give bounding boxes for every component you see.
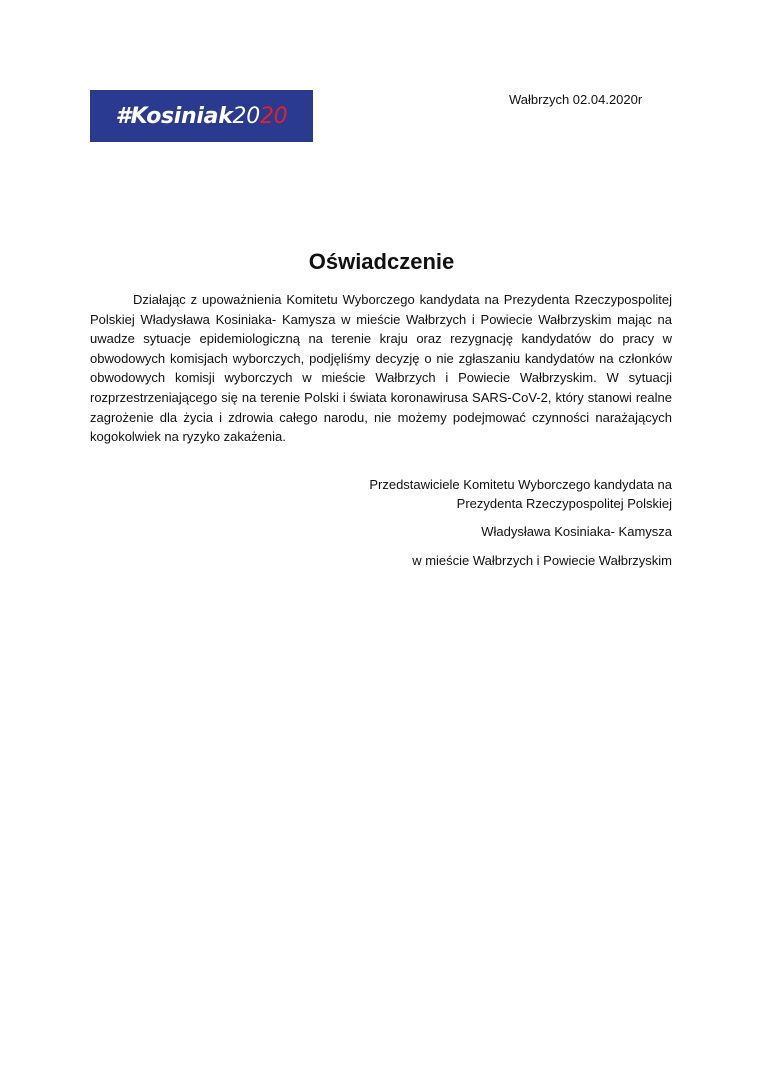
signature-line-2: Prezydenta Rzeczypospolitej Polskiej <box>456 495 672 511</box>
signature-line-1: Przedstawiciele Komitetu Wyborczego kandydata na <box>369 477 672 492</box>
signature-name: Władysława Kosiniaka- Kamysza <box>481 524 672 540</box>
logo-year-second: 20 <box>259 103 288 129</box>
signature-block <box>369 476 672 570</box>
logo-text <box>116 104 288 129</box>
document-body: Działając z upoważnienia Komitetu Wyborczego kandydata na Prezydenta Rzeczypospolitej Polskiej Władysława Kosiniaka- Kamysza w mieście Wałbrzych i Powiecie Wałbrzyskim mając na uwadze sytuacje epidemiologiczną na terenie kraju oraz rezygnację kandydatów do pracy w obwodowych komisjach wyborczych, podjęliśmy decyzję o nie zgłaszaniu kandydatów na członków obwodowych komisji wyborczych w mieście Wałbrzych i Powiecie Wałbrzyskim. W sytuacji rozprzestrzeniającego się na terenie Polski i świata koronawirusa SARS-CoV-2, który stanowi realne zagrożenie dla życia i zdrowia całego narodu, nie możemy podejmować czynności narażających kogokolwiek na ryzyko zakażenia. <box>90 292 672 445</box>
place-date: Wałbrzych 02.04.2020r <box>509 92 643 107</box>
logo-year-first: 20 <box>232 103 260 129</box>
campaign-logo <box>90 90 313 142</box>
signature-area: w mieście Wałbrzych i Powiecie Wałbrzyskim <box>412 552 672 568</box>
logo-hashtag: #Kosiniak <box>115 103 233 129</box>
document-title: Oświadczenie <box>308 249 455 274</box>
